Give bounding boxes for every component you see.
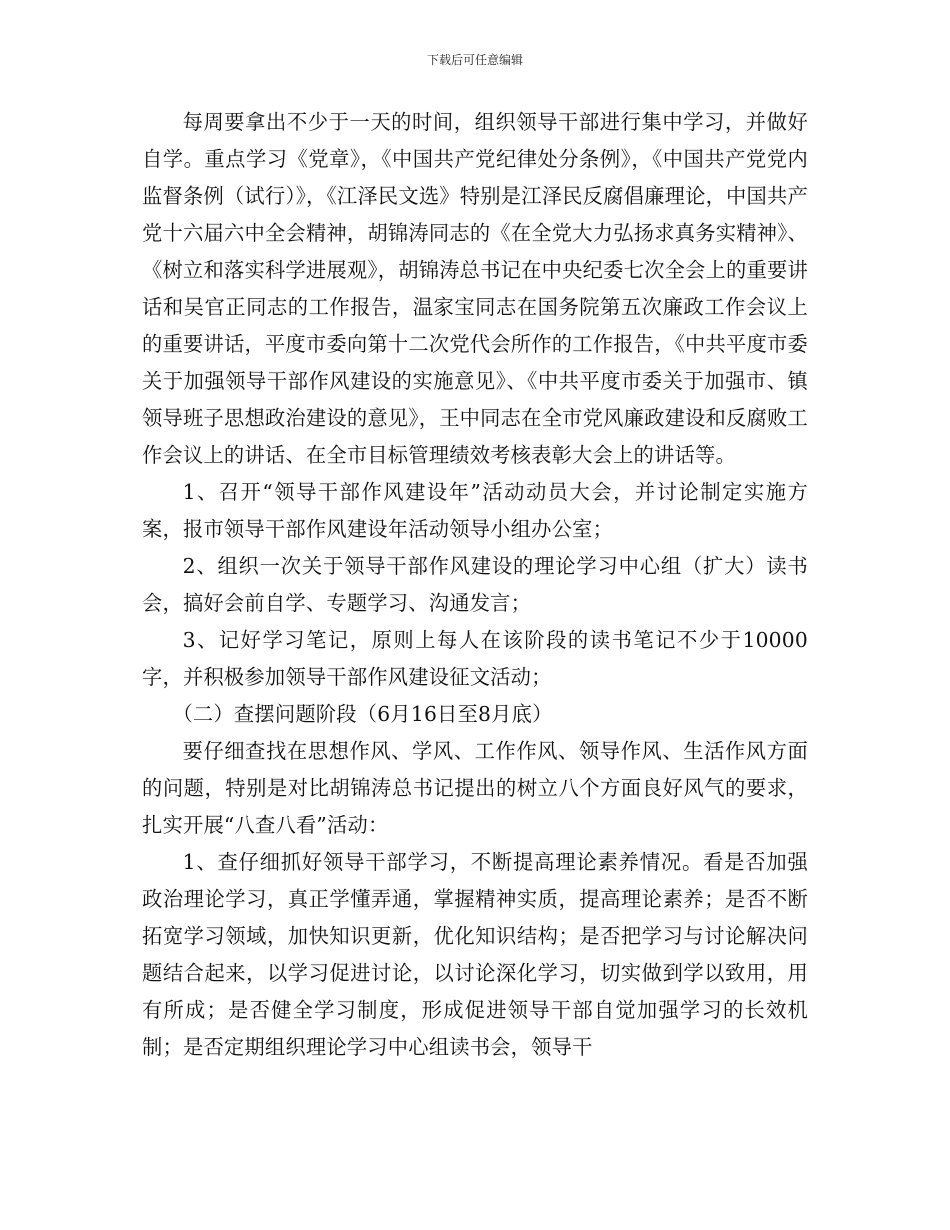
paragraph-study-requirements: 每周要拿出不少于一天的时间，组织领导干部进行集中学习，并做好自学。重点学习《党章》，《中国共产党纪律处分条例》，《中国共产党党内监督条例（试行）》，《江泽民文选》特别是江泽民反腐倡廉理论，中国共产党十六届六中全会精神，胡锦涛同志的《在全党大力弘扬求真务实精神》、《树立和落实科学进展观》，胡锦涛总书记在中央纪委七次全会上的重要讲话和吴官正同志的工作报告，温家宝同志在国务院第五次廉政工作会议上的重要讲话，平度市委向第十二次党代会所作的工作报告，《中共平度市委关于加强领导干部作风建设的实施意见》、《中共平度市委关于加强市、镇领导班子思想政治建设的意见》，王中同志在全市党风廉政建设和反腐败工作会议上的讲话、在全市目标管理绩效考核表彰大会上的讲话等。 (142, 110, 808, 467)
paragraph-check-item-1: 1、查仔细抓好领导干部学习，不断提高理论素养情况。看是否加强政治理论学习，真正学懂弄通，掌握精神实质，提高理论素养；是否不断拓宽学习领域，加快知识更新，优化知识结构；是否把学习与讨论解决问题结合起来，以学习促进讨论，以讨论深化学习，切实做到学以致用，用有所成；是否健全学习制度，形成促进领导干部自觉加强学习的长效机制；是否定期组织理论学习中心组读书会，领导干 (142, 850, 808, 1059)
paragraph-item-3-study-notes: 3、记好学习笔记，原则上每人在该阶段的读书笔记不少于10000字，并积极参加领导干部作风建设征文活动； (142, 628, 808, 689)
section-heading-stage-two: （二）查摆问题阶段（6月16日至8月底） (172, 702, 553, 726)
paragraph-item-2-reading-session: 2、组织一次关于领导干部作风建设的理论学习中心组（扩大）读书会，搞好会前自学、专题学习、沟通发言； (142, 554, 808, 615)
paragraph-stage-two-intro: 要仔细查找在思想作风、学风、工作作风、领导作风、生活作风方面的问题，特别是对比胡锦涛总书记提出的树立八个方面良好风气的要求，扎实开展“八查八看”活动： (142, 739, 808, 837)
page-header: 下载后可任意编辑 (426, 53, 523, 67)
paragraph-item-1-mobilization: 1、召开“领导干部作风建设年”活动动员大会，并讨论制定实施方案，报市领导干部作风建设年活动领导小组办公室； (142, 480, 808, 541)
document-body (142, 104, 808, 1066)
